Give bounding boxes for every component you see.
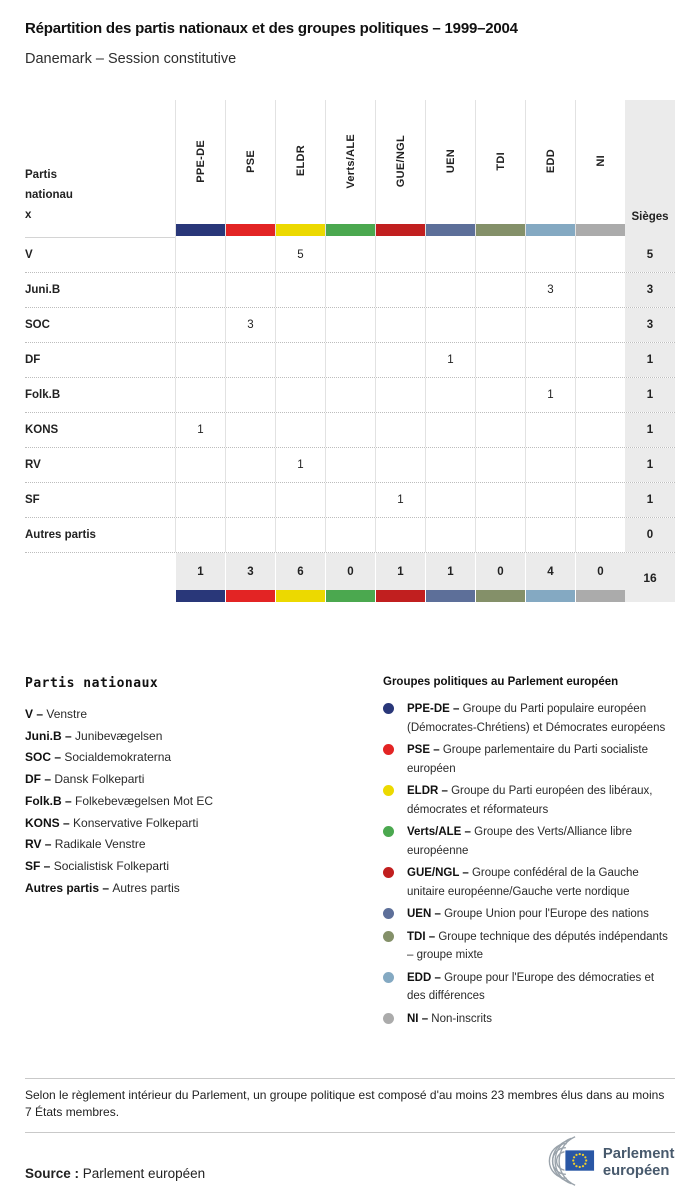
seat-cell-PPE-DE (175, 238, 225, 272)
eu-flag-icon (565, 1150, 595, 1171)
group-legend-dot (383, 908, 394, 919)
seat-cell-EDD (525, 238, 575, 272)
group-color-bar (276, 224, 325, 236)
seat-cell-GUE/NGL (375, 378, 425, 412)
group-column-label: PSE (244, 149, 257, 173)
group-column-header-NI (575, 100, 625, 238)
totals-row (25, 553, 675, 590)
party-legend-item: Juni.B – Junibevægelsen (25, 728, 163, 743)
row-seats-total: 1 (625, 448, 675, 482)
totals-bars-cells (175, 590, 625, 602)
party-label: V (25, 249, 33, 261)
party-legend-abbr: V – (25, 707, 47, 721)
seat-cell-EDD (525, 518, 575, 552)
seat-cell-ELDR (275, 483, 325, 517)
group-legend-abbr: ELDR – (407, 785, 452, 797)
national-parties-legend-heading: Partis nationaux (25, 676, 159, 691)
seat-cell-TDI (475, 413, 525, 447)
seat-cell-NI (575, 238, 625, 272)
total-seats-cell: 16 (625, 553, 675, 602)
seat-cell-EDD (525, 448, 575, 482)
table-row-Juni.B (25, 273, 675, 308)
total-color-bar (525, 590, 575, 602)
table-row-RV (25, 448, 675, 483)
seat-cell-GUE/NGL (375, 343, 425, 377)
group-color-bar (476, 224, 525, 236)
table-row-Autres-partis (25, 518, 675, 553)
seat-cell-Verts/ALE (325, 308, 375, 342)
seat-cell-Verts/ALE (325, 378, 375, 412)
party-legend-item: SOC – Socialdemokraterna (25, 750, 172, 765)
page-subtitle: Danemark – Session constitutive (25, 51, 237, 67)
totals-color-bars (25, 590, 675, 602)
column-total-PPE-DE: 1 (175, 553, 225, 590)
group-color-bar (226, 224, 275, 236)
national-parties-legend (25, 676, 355, 899)
group-legend-item: EDD – Groupe pour l'Europe des démocraties et des différences (383, 969, 675, 1006)
seat-cell-Verts/ALE (325, 343, 375, 377)
table-body (25, 238, 675, 553)
table-row-SF (25, 483, 675, 518)
party-legend-abbr: Juni.B – (25, 728, 76, 743)
party-legend-item: KONS – Konservative Folkeparti (25, 815, 199, 830)
table-row-DF (25, 343, 675, 378)
party-legend-abbr: RV – (25, 837, 55, 852)
group-column-label: GUE/NGL (394, 134, 407, 188)
totals-cells (175, 553, 625, 590)
party-legend-abbr: KONS – (25, 815, 74, 830)
group-legend-abbr: PSE – (407, 744, 443, 756)
totals-bars-spacer (25, 590, 175, 602)
seat-cell-TDI (475, 273, 525, 307)
seat-cell-PPE-DE (175, 483, 225, 517)
source-label: Source : (25, 1166, 80, 1181)
national-parties-legend-list (25, 704, 355, 899)
seat-cell-Verts/ALE (325, 518, 375, 552)
group-legend-dot (383, 826, 394, 837)
group-column-label: PPE-DE (194, 139, 207, 183)
seat-cell-Verts/ALE (325, 448, 375, 482)
seat-cell-GUE/NGL: 1 (375, 483, 425, 517)
seat-cell-PSE (225, 413, 275, 447)
seat-cell-GUE/NGL (375, 413, 425, 447)
column-total-GUE/NGL: 1 (375, 553, 425, 590)
seat-cell-ELDR (275, 308, 325, 342)
group-column-header-EDD (525, 100, 575, 238)
seat-cell-Verts/ALE (325, 483, 375, 517)
group-legend-abbr: GUE/NGL – (407, 867, 472, 879)
seat-cell-PPE-DE (175, 518, 225, 552)
seat-cell-ELDR: 5 (275, 238, 325, 272)
seat-cell-ELDR (275, 378, 325, 412)
row-seats-total: 1 (625, 483, 675, 517)
row-seats-total: 1 (625, 413, 675, 447)
party-legend-item: RV – Radikale Venstre (25, 837, 146, 852)
column-total-TDI: 0 (475, 553, 525, 590)
seat-cell-ELDR (275, 273, 325, 307)
seat-cell-PPE-DE (175, 343, 225, 377)
column-total-ELDR: 6 (275, 553, 325, 590)
divider-bottom (25, 1132, 675, 1133)
group-header-cells (175, 100, 625, 238)
seat-cell-EDD: 1 (525, 378, 575, 412)
seat-cell-NI (575, 413, 625, 447)
seat-cell-TDI (475, 238, 525, 272)
group-column-label: Verts/ALE (344, 133, 357, 189)
row-seats-total: 3 (625, 273, 675, 307)
row-header-cell (25, 100, 175, 238)
logo-text-line2: européen (602, 1162, 670, 1179)
seat-cell-EDD (525, 308, 575, 342)
column-total-Verts/ALE: 0 (325, 553, 375, 590)
group-column-header-UEN (425, 100, 475, 238)
group-column-label: UEN (444, 148, 457, 174)
seat-cell-PPE-DE (175, 273, 225, 307)
seat-cell-GUE/NGL (375, 238, 425, 272)
group-column-header-GUE/NGL (375, 100, 425, 238)
column-total-UEN: 1 (425, 553, 475, 590)
party-label: DF (25, 354, 41, 366)
total-color-bar (425, 590, 475, 602)
group-legend-dot (383, 867, 394, 878)
group-color-bar (426, 224, 475, 236)
group-legend-dot (383, 972, 394, 983)
page-title: Répartition des partis nationaux et des groupes politiques – 1999–2004 (25, 20, 518, 37)
party-label: Juni.B (25, 284, 61, 296)
seat-cell-NI (575, 483, 625, 517)
group-legend-abbr: Verts/ALE – (407, 826, 475, 838)
group-legend-item: Verts/ALE – Groupe des Verts/Alliance libre européenne (383, 823, 675, 860)
source-line (25, 1166, 205, 1181)
table-row-Folk.B (25, 378, 675, 413)
group-color-bar (326, 224, 375, 236)
seat-cell-ELDR (275, 518, 325, 552)
table-header-row (25, 100, 675, 238)
source-value: Parlement européen (82, 1166, 206, 1181)
seat-cell-NI (575, 273, 625, 307)
seat-cell-GUE/NGL (375, 273, 425, 307)
political-groups-legend (383, 676, 675, 1032)
table-row-V (25, 238, 675, 273)
total-color-bar (175, 590, 225, 602)
seats-table (25, 100, 675, 602)
group-column-header-PPE-DE (175, 100, 225, 238)
group-legend-item: GUE/NGL – Groupe confédéral de la Gauche unitaire européenne/Gauche verte nordique (383, 864, 675, 901)
party-label: KONS (25, 424, 59, 436)
party-legend-abbr: SF – (25, 858, 54, 873)
seat-cell-PSE (225, 343, 275, 377)
column-total-EDD: 4 (525, 553, 575, 590)
seat-cell-TDI (475, 448, 525, 482)
seat-cell-TDI (475, 343, 525, 377)
seat-cell-NI (575, 378, 625, 412)
seat-cell-UEN (425, 273, 475, 307)
seat-cell-ELDR (275, 413, 325, 447)
row-seats-total: 3 (625, 308, 675, 342)
group-column-label: TDI (494, 151, 507, 171)
seat-cell-NI (575, 308, 625, 342)
seat-cell-PSE (225, 448, 275, 482)
seat-cell-PSE (225, 483, 275, 517)
table-row-KONS (25, 413, 675, 448)
seat-cell-Verts/ALE (325, 238, 375, 272)
seat-cell-EDD: 3 (525, 273, 575, 307)
seat-cell-UEN (425, 308, 475, 342)
group-legend-dot (383, 785, 394, 796)
party-legend-abbr: Folk.B – (25, 793, 76, 808)
seats-header-label: Sièges (631, 211, 669, 223)
group-legend-abbr: EDD – (407, 971, 445, 984)
seat-cell-Verts/ALE (325, 413, 375, 447)
column-total-NI: 0 (575, 553, 625, 590)
group-color-bar (376, 224, 425, 236)
total-color-bar (325, 590, 375, 602)
group-legend-item: UEN – Groupe Union pour l'Europe des nations (383, 905, 675, 924)
seat-cell-EDD (525, 343, 575, 377)
footnote: Selon le règlement intérieur du Parlement, un groupe politique est composé d'au moins 23 membres élus dans au moins 7 États membres. (25, 1088, 665, 1119)
political-groups-legend-heading: Groupes politiques au Parlement européen (383, 676, 619, 688)
party-label: SOC (25, 319, 50, 331)
seats-header-cell (625, 100, 675, 238)
row-seats-total: 5 (625, 238, 675, 272)
group-column-header-Verts/ALE (325, 100, 375, 238)
seat-cell-PPE-DE (175, 308, 225, 342)
group-column-header-PSE (225, 100, 275, 238)
seat-cell-TDI (475, 518, 525, 552)
seat-cell-PSE (225, 378, 275, 412)
seat-cell-ELDR (275, 343, 325, 377)
party-legend-item: Folk.B – Folkebevægelsen Mot EC (25, 793, 214, 808)
row-seats-total: 1 (625, 343, 675, 377)
party-label: RV (25, 459, 41, 471)
group-legend-abbr: PPE-DE – (407, 703, 463, 715)
party-legend-item: SF – Socialistisk Folkeparti (25, 858, 170, 873)
group-color-bar (526, 224, 575, 236)
seat-cell-TDI (475, 378, 525, 412)
seat-cell-UEN (425, 378, 475, 412)
group-legend-item: NI – Non-inscrits (383, 1010, 675, 1029)
party-legend-abbr: DF – (25, 772, 55, 787)
seat-cell-PPE-DE (175, 378, 225, 412)
seat-cell-PSE (225, 518, 275, 552)
party-label: Autres partis (25, 529, 96, 541)
party-legend-abbr: Autres partis – (25, 880, 113, 895)
political-groups-legend-list (383, 700, 675, 1028)
seat-cell-GUE/NGL (375, 308, 425, 342)
group-legend-item: PPE-DE – Groupe du Parti populaire européen (Démocrates-Chrétiens) et Démocrates européens (383, 700, 675, 737)
seat-cell-TDI (475, 308, 525, 342)
group-legend-dot (383, 703, 394, 714)
seat-cell-PSE (225, 238, 275, 272)
group-column-label: NI (594, 155, 607, 167)
seat-cell-Verts/ALE (325, 273, 375, 307)
group-legend-item: ELDR – Groupe du Parti européen des libéraux, démocrates et réformateurs (383, 782, 675, 819)
seat-cell-EDD (525, 483, 575, 517)
party-legend-item: V – Venstre (25, 707, 88, 721)
group-legend-item: TDI – Groupe technique des députés indépendants – groupe mixte (383, 928, 675, 965)
logo-text-line1: Parlement (602, 1146, 675, 1163)
party-label: Folk.B (25, 389, 61, 401)
group-column-header-ELDR (275, 100, 325, 238)
seat-cell-PPE-DE (175, 448, 225, 482)
group-legend-abbr: NI – (407, 1012, 432, 1025)
seat-cell-NI (575, 518, 625, 552)
party-legend-abbr: SOC – (25, 750, 65, 765)
seat-cell-EDD (525, 413, 575, 447)
totals-section (25, 553, 675, 602)
seat-cell-PSE (225, 273, 275, 307)
seat-cell-UEN (425, 413, 475, 447)
group-column-label: EDD (544, 148, 557, 174)
group-legend-dot (383, 1013, 394, 1024)
total-color-bar (225, 590, 275, 602)
seat-cell-NI (575, 343, 625, 377)
seat-cell-GUE/NGL (375, 518, 425, 552)
group-legend-abbr: UEN – (407, 908, 445, 920)
seat-cell-PSE: 3 (225, 308, 275, 342)
column-total-PSE: 3 (225, 553, 275, 590)
seat-cell-UEN (425, 448, 475, 482)
seat-cell-TDI (475, 483, 525, 517)
total-color-bar (575, 590, 625, 602)
group-legend-item: PSE – Groupe parlementaire du Parti socialiste européen (383, 741, 675, 778)
group-column-label: ELDR (294, 145, 307, 177)
group-legend-dot (383, 744, 394, 755)
total-color-bar (275, 590, 325, 602)
seat-cell-UEN (425, 238, 475, 272)
table-row-SOC (25, 308, 675, 343)
group-legend-dot (383, 931, 394, 942)
row-seats-total: 1 (625, 378, 675, 412)
group-color-bar (176, 224, 225, 236)
seat-cell-NI (575, 448, 625, 482)
totals-spacer (25, 553, 175, 590)
party-label: SF (25, 494, 40, 506)
row-seats-total: 0 (625, 518, 675, 552)
seat-cell-ELDR: 1 (275, 448, 325, 482)
total-color-bar (475, 590, 525, 602)
seat-cell-UEN: 1 (425, 343, 475, 377)
row-header-label: Partis nationaux (25, 169, 73, 221)
seat-cell-GUE/NGL (375, 448, 425, 482)
seat-cell-UEN (425, 483, 475, 517)
party-legend-item: Autres partis – Autres partis (25, 880, 180, 895)
european-parliament-logo (527, 1134, 675, 1188)
total-color-bar (375, 590, 425, 602)
group-legend-abbr: TDI – (407, 930, 439, 943)
seat-cell-UEN (425, 518, 475, 552)
group-column-header-TDI (475, 100, 525, 238)
party-legend-item: DF – Dansk Folkeparti (25, 772, 145, 787)
group-color-bar (576, 224, 625, 236)
divider-top (25, 1078, 675, 1079)
seat-cell-PPE-DE: 1 (175, 413, 225, 447)
